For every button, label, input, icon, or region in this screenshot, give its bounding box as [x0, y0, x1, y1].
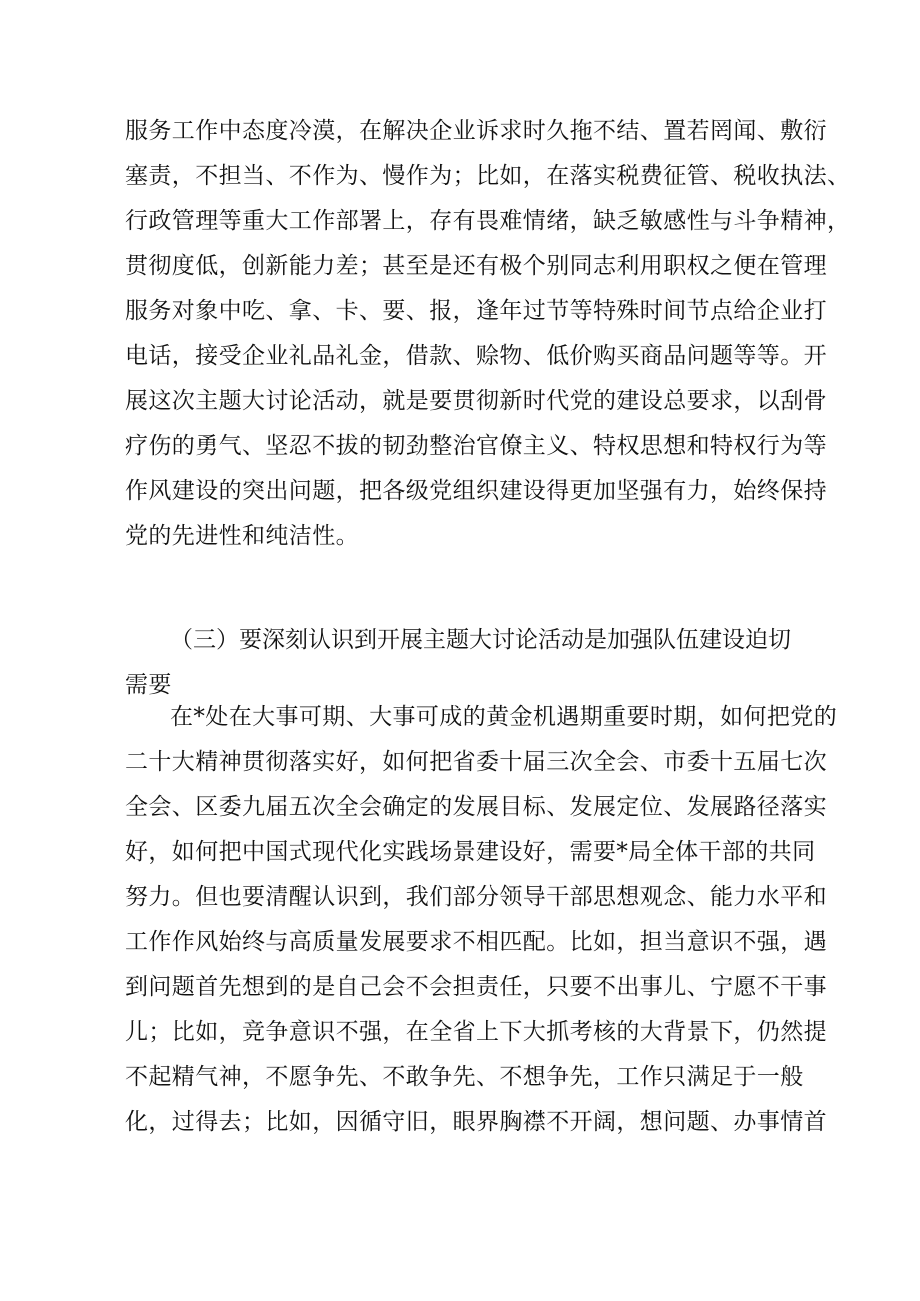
- paragraph-line: 电话，接受企业礼品礼金，借款、赊物、低价购买商品问题等等。开: [125, 343, 827, 369]
- paragraph-line: 展这次主题大讨论活动，就是要贯彻新时代党的建设总要求，以刮骨: [125, 388, 827, 414]
- paragraph-line: 不起精气神，不愿争先、不敢争先、不想争先，工作只满足于一般: [125, 1064, 804, 1090]
- paragraph-line: 到问题首先想到的是自己会不会担责任，只要不出事儿、宁愿不干事: [125, 974, 827, 1000]
- paragraph-line: 二十大精神贯彻落实好，如何把省委十届三次全会、市委十五届七次: [125, 749, 827, 775]
- section-heading: （三）要深刻认识到开展主题大讨论活动是加强队伍建设迫切: [170, 627, 791, 653]
- paragraph-line: 努力。但也要清醒认识到，我们部分领导干部思想观念、能力水平和: [125, 884, 827, 910]
- paragraph-line: 服务工作中态度冷漠，在解决企业诉求时久拖不结、置若罔闻、敷衍: [125, 118, 827, 144]
- paragraph-line: 塞责，不担当、不作为、慢作为；比如，在落实税费征管、税收执法、: [125, 163, 851, 189]
- paragraph-line: 贯彻度低，创新能力差；甚至是还有极个别同志利用职权之便在管理: [125, 253, 827, 279]
- paragraph-line: 化，过得去；比如，因循守旧，眼界胸襟不开阔，想问题、办事情首: [125, 1109, 827, 1135]
- section-heading-continued: 需要: [125, 672, 172, 698]
- paragraph-line: 在*处在大事可期、大事可成的黄金机遇期重要时期，如何把党的: [170, 704, 838, 730]
- paragraph-line: 工作作风始终与高质量发展要求不相匹配。比如，担当意识不强，遇: [125, 929, 827, 955]
- paragraph-line: 全会、区委九届五次全会确定的发展目标、发展定位、发展路径落实: [125, 794, 827, 820]
- paragraph-line: 好，如何把中国式现代化实践场景建设好，需要*局全体干部的共同: [125, 839, 816, 865]
- paragraph-line: 作风建设的突出问题，把各级党组织建设得更加坚强有力，始终保持: [125, 478, 827, 504]
- paragraph-line: 党的先进性和纯洁性。: [125, 523, 359, 549]
- paragraph-line: 行政管理等重大工作部署上，存有畏难情绪，缺乏敏感性与斗争精神，: [125, 208, 851, 234]
- paragraph-line: 疗伤的勇气、坚忍不拔的韧劲整治官僚主义、特权思想和特权行为等: [125, 433, 827, 459]
- paragraph-line: 儿；比如，竞争意识不强，在全省上下大抓考核的大背景下，仍然提: [125, 1019, 827, 1045]
- paragraph-line: 服务对象中吃、拿、卡、要、报，逢年过节等特殊时间节点给企业打: [125, 298, 827, 324]
